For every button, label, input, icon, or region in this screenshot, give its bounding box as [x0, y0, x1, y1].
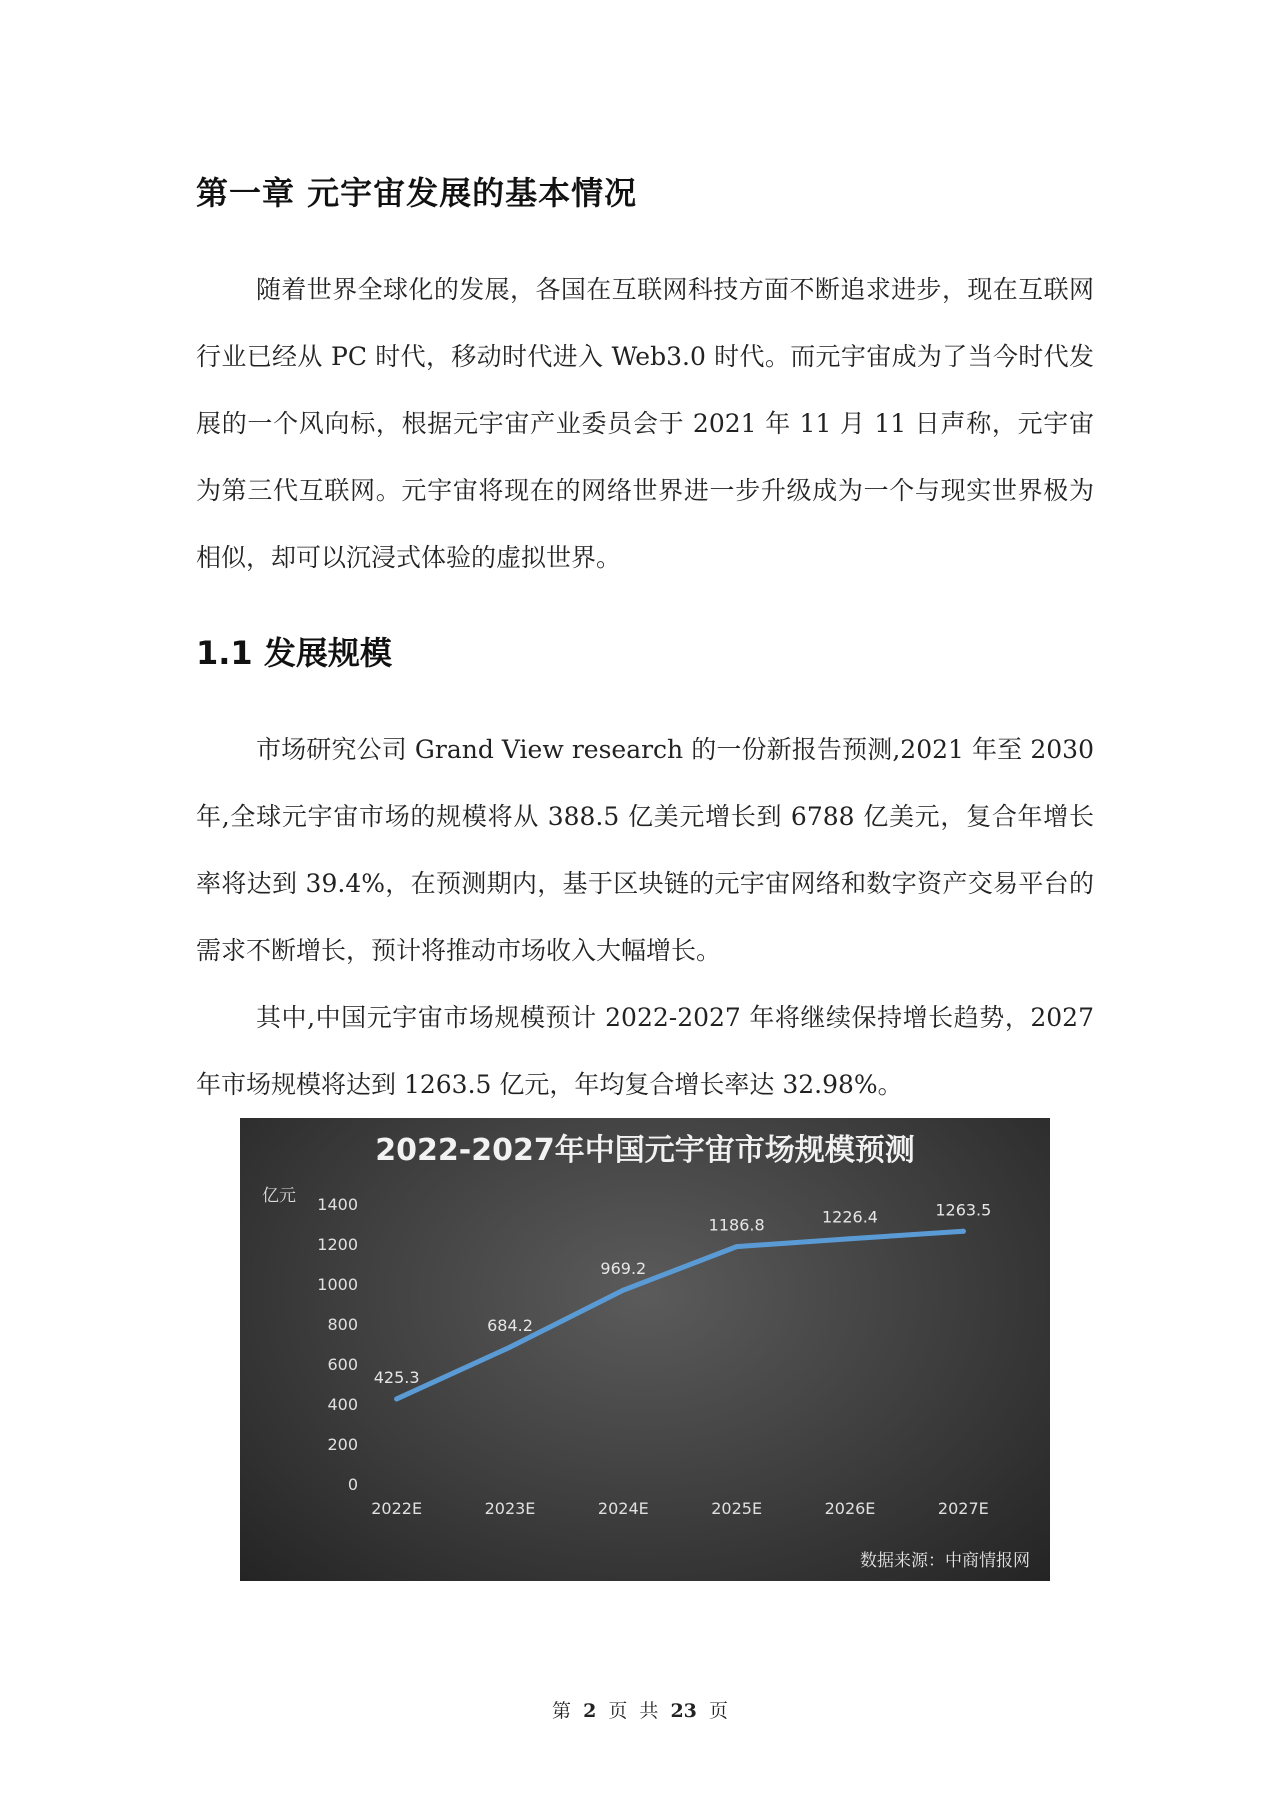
data-point — [848, 1236, 853, 1241]
total-pages: 23 — [670, 1700, 697, 1722]
footer-suffix: 页 — [708, 1700, 728, 1722]
y-axis-ticks — [317, 1195, 358, 1494]
x-tick-label: 2027E — [937, 1499, 989, 1518]
x-tick-label: 2023E — [484, 1499, 536, 1518]
data-point — [734, 1244, 739, 1249]
x-tick-label: 2025E — [711, 1499, 763, 1518]
chart-svg — [240, 1118, 1050, 1581]
y-tick-label: 0 — [347, 1475, 358, 1494]
data-point — [961, 1229, 966, 1234]
market-paragraph: 市场研究公司 Grand View research 的一份新报告预测,2021 年至 2030 年,全球元宇宙市场的规模将从 388.5 亿美元增长到 6788 亿美元，复合年增长率将达到 39.4%，在预测期内，基于区块链的元宇宙网络和数字资产交易平台的需求不断增长，预计将推动市场收入大幅增长。 — [196, 735, 1094, 965]
data-label: 425.3 — [373, 1367, 420, 1387]
data-label: 684.2 — [487, 1316, 533, 1336]
chapter-heading: 第一章 元宇宙发展的基本情况 — [196, 174, 638, 212]
series-line — [397, 1231, 964, 1399]
y-tick-label: 800 — [327, 1315, 358, 1334]
footer-prefix: 第 — [552, 1700, 572, 1722]
section-heading: 1.1 发展规模 — [196, 634, 392, 672]
footer-middle: 页 共 — [608, 1700, 659, 1722]
data-point — [621, 1288, 626, 1293]
y-tick-label: 1000 — [317, 1275, 358, 1294]
data-point — [394, 1396, 399, 1401]
y-tick-label: 400 — [327, 1395, 358, 1414]
chart-title: 2022-2027年中国元宇宙市场规模预测 — [375, 1133, 915, 1168]
intro-paragraph: 随着世界全球化的发展，各国在互联网科技方面不断追求进步，现在互联网行业已经从 PC 时代，移动时代进入 Web3.0 时代。而元宇宙成为了当今时代发展的一个风向标，根据元宇宙产业委员会于 2021 年 11 月 11 日声称，元宇宙为第三代互联网。元宇宙将现在的网络世界进一步升级成为一个与现实世界极为相似，却可以沉浸式体验的虚拟世界。 — [196, 275, 1094, 572]
data-label: 1226.4 — [822, 1207, 878, 1227]
y-axis-unit-label: 亿元 — [262, 1186, 296, 1206]
x-tick-label: 2026E — [824, 1499, 876, 1518]
china-market-paragraph: 其中,中国元宇宙市场规模预计 2022-2027 年将继续保持增长趋势，2027 年市场规模将达到 1263.5 亿元，年均复合增长率达 32.98%。 — [196, 1003, 1094, 1099]
page-number: 2 — [583, 1700, 597, 1722]
data-label: 1263.5 — [935, 1200, 992, 1220]
page-footer — [0, 1696, 1280, 1723]
market-size-chart — [240, 1118, 1050, 1581]
x-tick-label: 2022E — [371, 1499, 423, 1518]
data-label-group — [374, 1200, 992, 1387]
data-point — [508, 1345, 513, 1350]
series-line-group — [394, 1229, 966, 1402]
x-tick-label: 2024E — [597, 1499, 649, 1518]
x-axis-ticks — [371, 1499, 988, 1518]
y-tick-label: 1400 — [317, 1195, 358, 1214]
data-label: 969.2 — [600, 1259, 647, 1279]
data-label: 1186.8 — [708, 1215, 765, 1235]
chart-source-note: 数据来源：中商情报网 — [860, 1551, 1030, 1571]
y-tick-label: 600 — [327, 1355, 358, 1374]
y-tick-label: 200 — [327, 1435, 358, 1454]
y-tick-label: 1200 — [317, 1235, 358, 1254]
